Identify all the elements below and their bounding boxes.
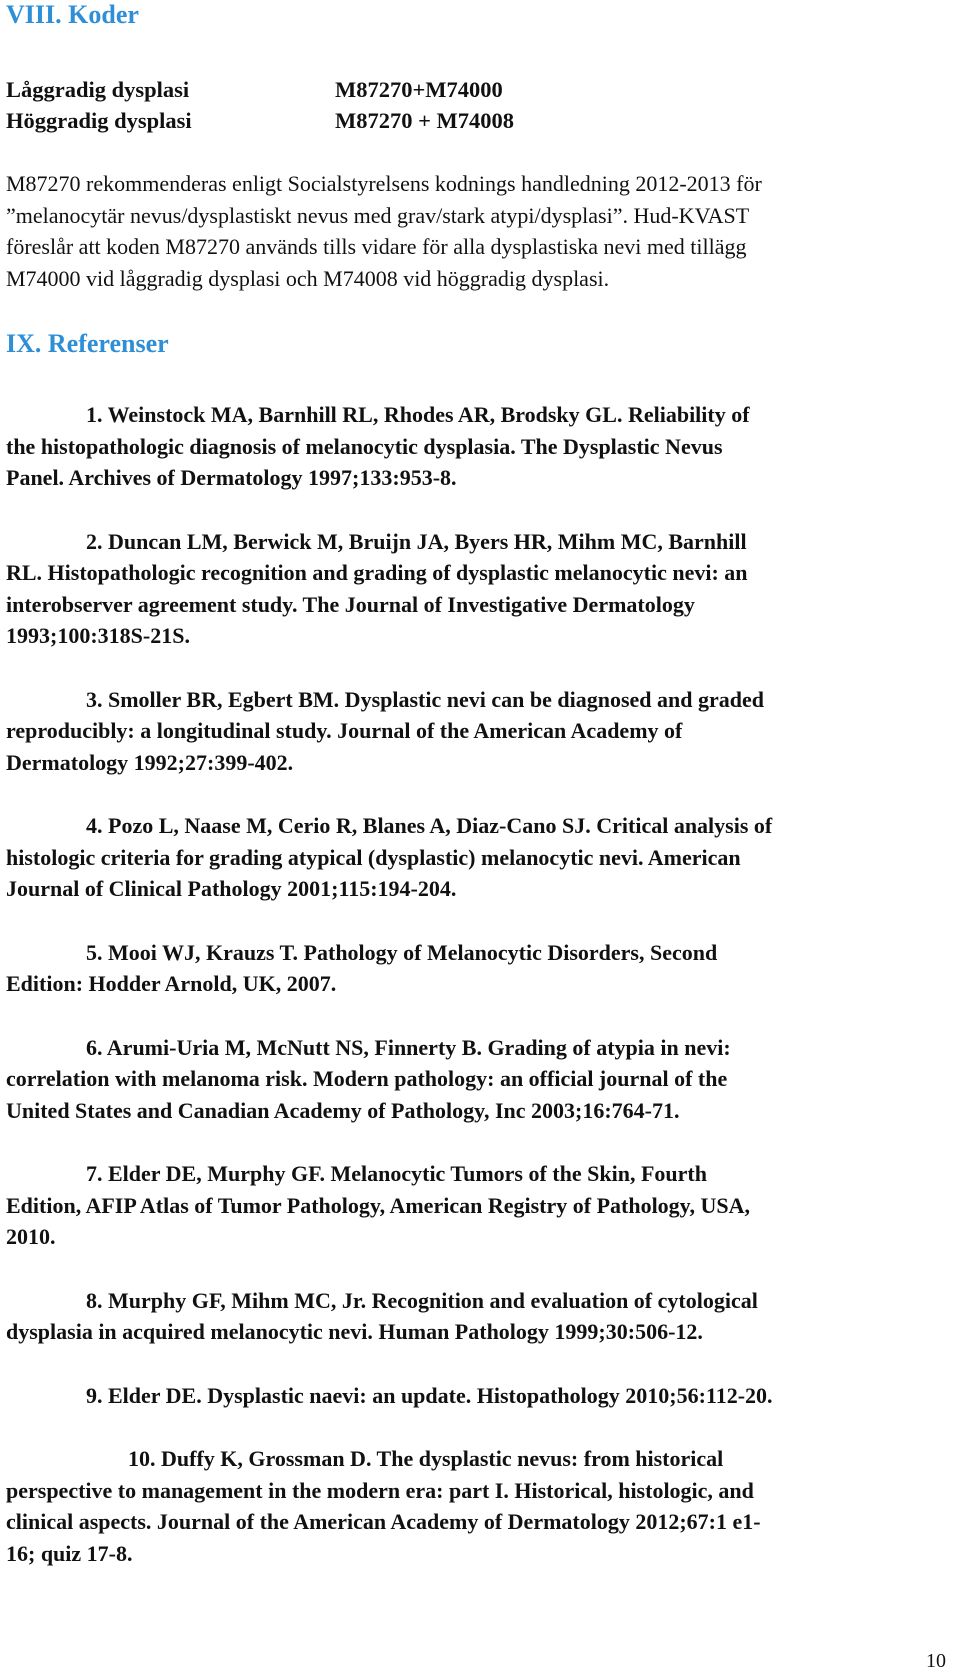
reference-line: histologic criteria for grading atypical (dysplastic) melanocytic nevi. American	[6, 844, 741, 870]
reference-line: 5. Mooi WJ, Krauzs T. Pathology of Melanocytic Disorders, Second	[86, 939, 718, 965]
reference-line: the histopathologic diagnosis of melanocytic dysplasia. The Dysplastic Nevus	[6, 433, 723, 459]
reference-line: clinical aspects. Journal of the American Academy of Dermatology 2012;67:1 e1-	[6, 1509, 761, 1534]
reference-line: 2. Duncan LM, Berwick M, Bruijn JA, Byers HR, Mihm MC, Barnhill	[86, 528, 747, 554]
section-heading-referenser: IX. Referenser	[6, 329, 169, 358]
section-heading-koder: VIII. Koder	[6, 0, 139, 29]
reference-list	[6, 399, 946, 1601]
reference-item	[6, 1032, 946, 1127]
code-value: M87270+M74000	[335, 77, 503, 102]
reference-item	[6, 399, 946, 494]
reference-line: Edition: Hodder Arnold, UK, 2007.	[6, 971, 337, 996]
reference-line: Edition, AFIP Atlas of Tumor Pathology, American Registry of Pathology, USA,	[6, 1192, 750, 1218]
reference-line: Panel. Archives of Dermatology 1997;133:953-8.	[6, 465, 457, 490]
reference-line: Dermatology 1992;27:399-402.	[6, 749, 294, 775]
reference-item	[6, 1158, 946, 1253]
code-row	[6, 74, 514, 105]
reference-line: correlation with melanoma risk. Modern pathology: an official journal of the	[6, 1066, 728, 1091]
reference-line: 3. Smoller BR, Egbert BM. Dysplastic nevi can be diagnosed and graded	[86, 686, 764, 712]
reference-line: Journal of Clinical Pathology 2001;115:194-204.	[6, 876, 457, 901]
reference-item	[6, 1285, 946, 1348]
paragraph-line: M87270 rekommenderas enligt Socialstyrelsens kodnings handledning 2012-2013 för	[6, 171, 762, 196]
paragraph-line: ”melanocytär nevus/dysplastiskt nevus med grav/stark atypi/dysplasi”. Hud-KVAST	[6, 202, 750, 228]
reference-line: interobserver agreement study. The Journal of Investigative Dermatology	[6, 591, 695, 617]
reference-line: reproducibly: a longitudinal study. Journal of the American Academy of	[6, 718, 683, 743]
reference-item	[6, 1443, 946, 1569]
reference-line: 1. Weinstock MA, Barnhill RL, Rhodes AR, Brodsky GL. Reliability of	[86, 402, 750, 427]
paragraph-line: M74000 vid låggradig dysplasi och M74008 vid höggradig dysplasi.	[6, 265, 610, 291]
reference-item	[6, 1380, 946, 1412]
paragraph-line: föreslår att koden M87270 används tills vidare för alla dysplastiska nevi med tillägg	[6, 234, 747, 259]
reference-line: dysplasia in acquired melanocytic nevi. Human Pathology 1999;30:506-12.	[6, 1319, 703, 1344]
reference-line: 6. Arumi-Uria M, McNutt NS, Finnerty B. Grading of atypia in nevi:	[86, 1034, 731, 1060]
reference-line: 8. Murphy GF, Mihm MC, Jr. Recognition and evaluation of cytological	[86, 1287, 758, 1313]
code-label: Höggradig dysplasi	[6, 108, 192, 133]
code-label: Låggradig dysplasi	[6, 77, 190, 102]
page-number: 10	[926, 1650, 946, 1672]
reference-line: perspective to management in the modern era: part I. Historical, histologic, and	[6, 1477, 754, 1503]
codes-paragraph	[6, 168, 946, 294]
reference-line: 16; quiz 17-8.	[6, 1540, 133, 1566]
reference-line: 10. Duffy K, Grossman D. The dysplastic nevus: from historical	[128, 1446, 724, 1471]
reference-item	[6, 810, 946, 905]
reference-line: 7. Elder DE, Murphy GF. Melanocytic Tumors of the Skin, Fourth	[86, 1161, 707, 1186]
reference-item	[6, 937, 946, 1000]
reference-item	[6, 684, 946, 779]
reference-line: 1993;100:318S-21S.	[6, 623, 190, 648]
code-value: M87270 + M74008	[335, 108, 515, 133]
reference-line: 2010.	[6, 1224, 56, 1249]
code-row	[6, 105, 514, 136]
reference-line: United States and Canadian Academy of Pathology, Inc 2003;16:764-71.	[6, 1097, 680, 1123]
code-table	[6, 74, 514, 136]
reference-line: 4. Pozo L, Naase M, Cerio R, Blanes A, Diaz-Cano SJ. Critical analysis of	[86, 813, 773, 838]
reference-line: 9. Elder DE. Dysplastic naevi: an update. Histopathology 2010;56:112-20.	[86, 1382, 773, 1408]
reference-item	[6, 526, 946, 652]
reference-line: RL. Histopathologic recognition and grading of dysplastic melanocytic nevi: an	[6, 560, 748, 585]
